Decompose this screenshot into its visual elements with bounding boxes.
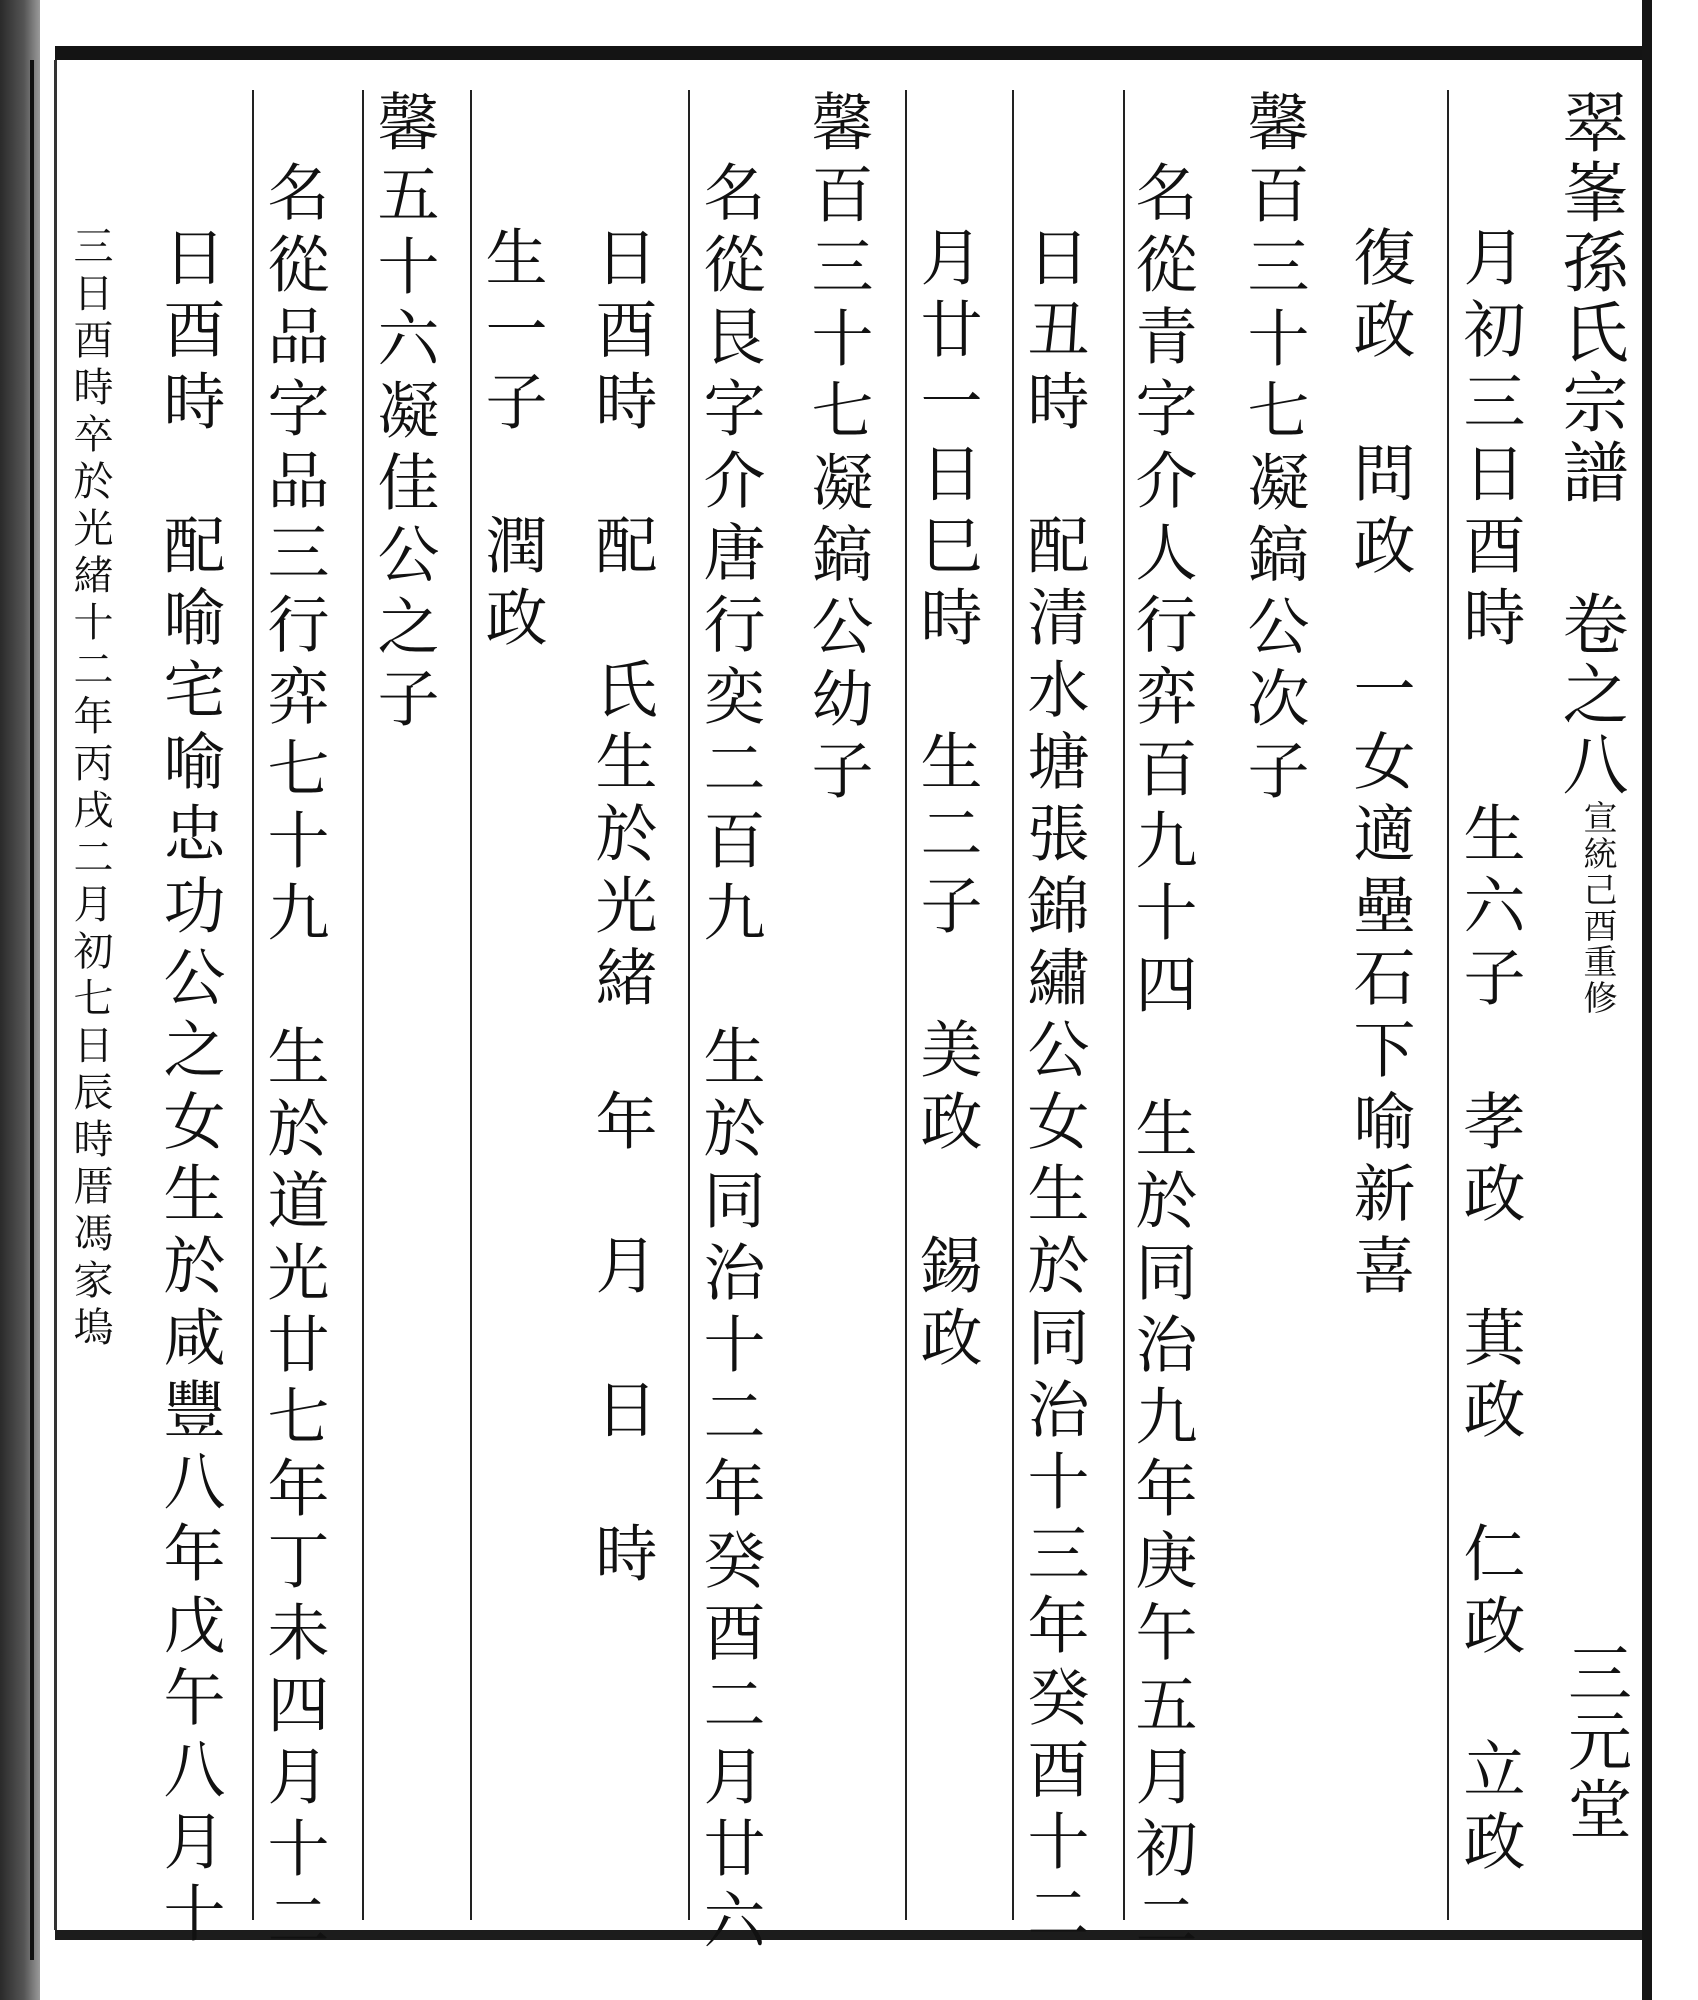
volume-number: 卷之八: [1551, 590, 1628, 800]
text-column: 復政 問政 一女適壘石下喻新喜: [1343, 225, 1416, 1305]
text-column: 月初三日酉時 生六子 孝政 萁政 仁政 立政: [1453, 225, 1526, 1881]
text-column: 日酉時 配 氏生於光緒 年 月 日 時: [585, 225, 658, 1593]
text-column: 日酉時 配喻宅喻忠功公之女生於咸豐八年戊午八月十: [153, 225, 226, 1953]
text-column: 日丑時 配清水塘張錦繡公女生於同治十三年癸酉十二: [1017, 225, 1090, 1953]
hall-name: 三元堂: [1557, 1640, 1631, 1844]
entry-heading: 馨百三十七凝鎬公幼子: [801, 90, 874, 810]
entry-heading: 馨五十六凝佳公之子: [367, 90, 440, 738]
text-column: 生一子 潤政: [475, 225, 548, 657]
text-column: 三日酉時卒於光緒十二年丙戌二月初七日辰時厝馮家塢: [67, 225, 113, 1353]
text-column: 名從青字介人行弈百九十四 生於同治九年庚午五月初二: [1125, 160, 1198, 1960]
text-column: 月廿一日巳時 生二子 美政 錫政: [910, 225, 983, 1377]
edition-note: 宣統己酉重修: [1577, 800, 1617, 1016]
text-column: 名從艮字介唐行奕二百九 生於同治十二年癸酉二月廿六: [693, 160, 766, 1960]
text-column: 名從品字品三行弈七十九 生於道光廿七年丁未四月十二: [257, 160, 330, 1960]
book-title: 翠峯孫氏宗譜: [1551, 88, 1628, 508]
entry-heading: 馨百三十七凝鎬公次子: [1237, 90, 1310, 810]
